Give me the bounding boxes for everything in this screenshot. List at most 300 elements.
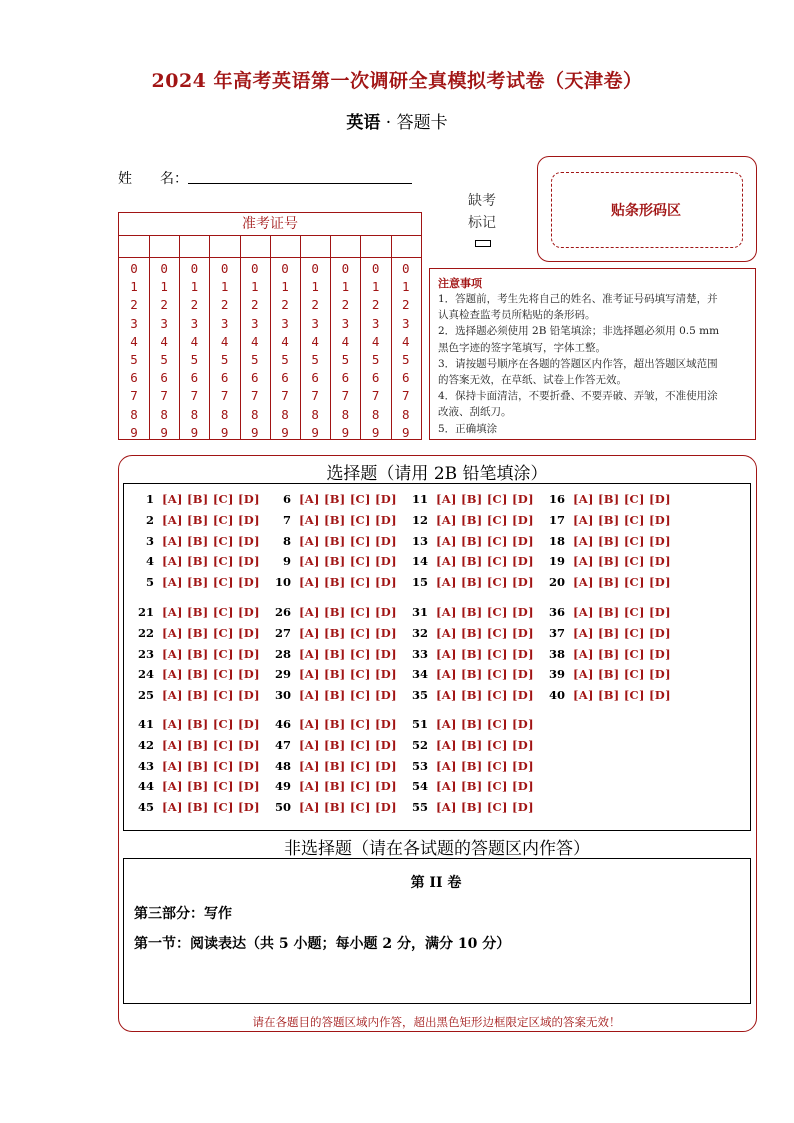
question-number: 9 (282, 554, 291, 569)
choice-question (267, 492, 397, 506)
choice-question (541, 647, 671, 661)
choice-question (541, 534, 671, 548)
exam-id-bubble[interactable]: 7 (160, 388, 168, 404)
exam-id-column (240, 235, 271, 439)
exam-id-bubble[interactable]: 8 (220, 406, 229, 422)
page-subtitle (0, 108, 794, 133)
exam-id-bubble[interactable]: 9 (190, 424, 199, 440)
answer-card-label: · 答题卡 (380, 113, 448, 133)
answer-bubbles[interactable]: [A] [B] [C] [D] (573, 533, 671, 548)
exam-id-bubble[interactable]: 1 (251, 279, 259, 295)
exam-id-bubble[interactable]: 2 (160, 297, 168, 313)
answer-bubbles[interactable]: [A] [B] [C] [D] (162, 717, 260, 731)
exam-id-bubble[interactable]: 3 (130, 315, 138, 331)
exam-id-bubble[interactable]: 9 (281, 424, 289, 440)
exam-id-bubble[interactable]: 2 (402, 297, 410, 313)
exam-id-bubble[interactable]: 5 (160, 352, 168, 367)
exam-id-bubble[interactable]: 3 (371, 315, 380, 331)
exam-id-bubble[interactable]: 7 (190, 388, 199, 404)
exam-id-bubble[interactable]: 3 (220, 315, 229, 331)
answer-bubbles[interactable]: [A] [B] [C] [D] (573, 512, 671, 527)
exam-id-bubble[interactable]: 1 (190, 279, 199, 295)
exam-id-bubble[interactable]: 0 (402, 261, 410, 276)
choice-question (130, 554, 260, 568)
answer-bubbles[interactable]: [A] [B] [C] [D] (299, 492, 397, 506)
notice-title: 注意事项 (438, 277, 482, 290)
answer-bubbles[interactable]: [A] [B] [C] [D] (162, 646, 260, 661)
choice-question (130, 688, 260, 702)
page-title: 2024 年高考英语第一次调研全真模拟考试卷（天津卷） (151, 70, 643, 92)
answer-bubbles[interactable]: [A] [B] [C] [D] (573, 667, 671, 682)
question-number: 44 (137, 779, 154, 794)
answer-bubbles[interactable]: [A] [B] [C] [D] (162, 554, 260, 569)
question-number: 36 (548, 605, 565, 619)
choice-question (267, 513, 397, 527)
exam-id-bubble[interactable]: 9 (251, 424, 259, 440)
exam-id-bubble[interactable]: 4 (220, 333, 229, 349)
exam-id-bubble[interactable]: 6 (190, 370, 199, 386)
exam-id-bubble[interactable]: 7 (341, 388, 350, 404)
section-heading: 第一节：阅读表达（共 5 小题；每小题 2 分，满分 10 分） (134, 936, 511, 952)
exam-id-column (330, 235, 361, 439)
exam-id-bubble[interactable]: 8 (371, 406, 380, 422)
answer-bubbles[interactable]: [A] [B] [C] [D] (162, 533, 260, 548)
exam-id-bubble[interactable]: 0 (251, 261, 259, 276)
exam-id-bubble[interactable]: 3 (160, 315, 168, 331)
multiple-choice-title: 选择题（请用 2B 铅笔填涂） (326, 464, 548, 484)
question-number: 4 (145, 554, 154, 569)
answer-bubbles[interactable]: [A] [B] [C] [D] (299, 758, 397, 773)
notice-line: 3．请按题号顺序在各题的答题区内作答，超出答题区域范围 (438, 357, 718, 370)
exam-id-bubble[interactable]: 0 (220, 261, 229, 276)
notice-box (429, 268, 756, 440)
question-number: 40 (548, 688, 565, 703)
answer-bubbles[interactable]: [A] [B] [C] [D] (436, 575, 534, 590)
exam-id-bubble[interactable]: 6 (311, 370, 319, 386)
exam-id-bubble[interactable]: 3 (341, 315, 350, 331)
answer-bubbles[interactable]: [A] [B] [C] [D] (299, 575, 397, 590)
name-field[interactable] (188, 183, 412, 184)
answer-bubbles[interactable]: [A] [B] [C] [D] (162, 667, 260, 682)
answer-bubbles[interactable]: [A] [B] [C] [D] (162, 800, 260, 815)
exam-id-bubble[interactable]: 4 (281, 333, 289, 349)
exam-id-bubble[interactable]: 0 (341, 261, 350, 276)
choice-question (267, 554, 397, 568)
choice-question (130, 779, 260, 793)
exam-id-bubble[interactable]: 9 (311, 424, 319, 440)
exam-id-column (149, 235, 180, 439)
exam-id-column (361, 235, 392, 439)
exam-id-digit-box[interactable] (361, 235, 391, 258)
question-number: 24 (137, 667, 154, 682)
question-number: 33 (411, 646, 428, 661)
question-number: 38 (548, 646, 565, 661)
notice-line: 的答案无效，在草纸、试卷上作答无效。 (438, 374, 627, 387)
choice-question (404, 779, 534, 793)
exam-id-bubble[interactable]: 4 (130, 333, 138, 349)
name-label: 姓 名： (118, 171, 188, 187)
choice-question (404, 800, 534, 814)
exam-id-bubble[interactable]: 9 (402, 424, 410, 440)
exam-id-bubble[interactable]: 2 (341, 297, 350, 313)
exam-id-bubble[interactable]: 3 (402, 315, 410, 331)
question-number: 48 (274, 758, 291, 773)
answer-bubbles[interactable]: [A] [B] [C] [D] (436, 646, 534, 661)
question-number: 43 (137, 758, 154, 773)
answer-bubbles[interactable]: [A] [B] [C] [D] (162, 688, 260, 703)
answer-bubbles[interactable]: [A] [B] [C] [D] (299, 667, 397, 682)
answer-bubbles[interactable]: [A] [B] [C] [D] (436, 625, 534, 640)
question-number: 19 (548, 554, 565, 569)
absent-mark-checkbox[interactable] (475, 240, 491, 247)
notice-line: 4．保持卡面清洁，不要折叠、不要弄破、弄皱，不准使用涂 (438, 390, 718, 403)
choice-question (130, 667, 260, 681)
question-number: 51 (411, 717, 428, 731)
answer-bubbles[interactable]: [A] [B] [C] [D] (436, 800, 534, 815)
exam-id-bubble[interactable]: 4 (311, 333, 319, 349)
absent-mark-label (462, 190, 502, 234)
exam-id-bubble[interactable]: 9 (220, 424, 229, 440)
question-number: 22 (137, 625, 154, 640)
exam-id-bubble[interactable]: 2 (220, 297, 229, 313)
answer-bubbles[interactable]: [A] [B] [C] [D] (436, 779, 534, 794)
exam-id-bubble[interactable]: 6 (281, 370, 289, 386)
choice-question (267, 534, 397, 548)
choice-question (267, 667, 397, 681)
answer-bubbles[interactable]: [A] [B] [C] [D] (436, 533, 534, 548)
answer-bubbles[interactable]: [A] [B] [C] [D] (299, 646, 397, 661)
question-number: 45 (137, 800, 154, 815)
exam-id-bubble[interactable]: 5 (341, 352, 350, 367)
exam-id-bubble[interactable]: 4 (160, 333, 168, 349)
exam-id-bubble[interactable]: 5 (190, 352, 199, 367)
exam-id-digit-box[interactable] (119, 235, 149, 258)
choice-question (541, 513, 671, 527)
answer-bubbles[interactable]: [A] [B] [C] [D] (573, 492, 671, 506)
multiple-choice-box (123, 483, 751, 831)
choice-question (404, 688, 534, 702)
question-number: 34 (411, 667, 428, 682)
barcode-label: 贴条形码区 (611, 203, 681, 219)
exam-id-bubble[interactable]: 8 (251, 406, 259, 422)
answer-bubbles[interactable]: [A] [B] [C] [D] (299, 717, 397, 731)
answer-bubbles[interactable]: [A] [B] [C] [D] (162, 575, 260, 590)
exam-id-bubble[interactable]: 2 (251, 297, 259, 313)
question-number: 7 (282, 512, 291, 527)
exam-id-digit-box[interactable] (179, 235, 209, 258)
exam-id-bubble[interactable]: 8 (160, 406, 168, 422)
answer-bubbles[interactable]: [A] [B] [C] [D] (162, 758, 260, 773)
exam-id-bubble[interactable]: 1 (281, 279, 289, 295)
exam-id-bubble[interactable]: 8 (190, 406, 199, 422)
question-number: 49 (274, 779, 291, 794)
answer-bubbles[interactable]: [A] [B] [C] [D] (573, 605, 671, 619)
exam-id-digit-box[interactable] (210, 235, 240, 258)
choice-question (267, 605, 397, 619)
choice-question (541, 688, 671, 702)
answer-bubbles[interactable]: [A] [B] [C] [D] (573, 688, 671, 703)
answer-bubbles[interactable]: [A] [B] [C] [D] (436, 605, 534, 619)
choice-question (130, 717, 260, 731)
exam-id-bubble[interactable]: 6 (402, 370, 410, 386)
exam-id-bubble[interactable]: 6 (160, 370, 168, 386)
question-number: 12 (411, 512, 428, 527)
exam-id-header: 准考证号 (119, 213, 421, 236)
exam-id-column (270, 235, 301, 439)
choice-question (541, 492, 671, 506)
choice-question (541, 667, 671, 681)
choice-question (267, 717, 397, 731)
question-number: 32 (411, 625, 428, 640)
exam-id-grid (118, 212, 422, 440)
choice-question (404, 717, 534, 731)
answer-bubbles[interactable]: [A] [B] [C] [D] (573, 646, 671, 661)
question-number: 30 (274, 688, 291, 703)
question-number: 11 (411, 492, 428, 506)
choice-question (267, 575, 397, 589)
exam-id-bubble[interactable]: 3 (281, 315, 289, 331)
question-number: 3 (145, 533, 154, 548)
answer-bubbles[interactable]: [A] [B] [C] [D] (299, 605, 397, 619)
question-number: 50 (274, 800, 291, 815)
exam-id-bubble[interactable]: 7 (371, 388, 380, 404)
exam-id-bubble[interactable]: 4 (371, 333, 380, 349)
exam-id-bubble[interactable]: 5 (371, 352, 380, 367)
exam-id-bubble[interactable]: 1 (341, 279, 350, 295)
exam-id-bubble[interactable]: 5 (130, 352, 138, 367)
question-number: 16 (548, 492, 565, 506)
question-number: 17 (548, 512, 565, 527)
answer-bubbles[interactable]: [A] [B] [C] [D] (573, 554, 671, 569)
exam-id-bubble[interactable]: 7 (402, 388, 410, 404)
answer-bubbles[interactable]: [A] [B] [C] [D] (299, 779, 397, 794)
question-number: 54 (411, 779, 428, 794)
exam-id-bubble[interactable]: 1 (311, 279, 319, 295)
choice-question (130, 647, 260, 661)
choice-question (130, 800, 260, 814)
answer-bubbles[interactable]: [A] [B] [C] [D] (299, 554, 397, 569)
choice-question (541, 626, 671, 640)
exam-id-bubble[interactable]: 9 (130, 424, 138, 440)
question-number: 28 (274, 646, 291, 661)
footer-warning: 请在各题目的答题区域内作答，超出黑色矩形边框限定区域的答案无效！ (252, 1015, 621, 1029)
exam-id-bubble[interactable]: 2 (281, 297, 289, 313)
answer-bubbles[interactable]: [A] [B] [C] [D] (299, 688, 397, 703)
subject-label: 英语 (346, 113, 381, 133)
answer-bubbles[interactable]: [A] [B] [C] [D] (162, 779, 260, 794)
choice-question (404, 534, 534, 548)
exam-id-bubble[interactable]: 9 (341, 424, 350, 440)
choice-question (404, 554, 534, 568)
answer-bubbles[interactable]: [A] [B] [C] [D] (436, 758, 534, 773)
choice-question (267, 688, 397, 702)
choice-question (130, 534, 260, 548)
exam-id-bubble[interactable]: 5 (311, 352, 319, 367)
choice-question (404, 738, 534, 752)
choice-question (404, 605, 534, 619)
part-heading: 第三部分：写作 (134, 906, 232, 922)
exam-id-bubble[interactable]: 0 (190, 261, 199, 276)
exam-id-digit-box[interactable] (149, 235, 179, 258)
choice-question (541, 575, 671, 589)
question-number: 55 (411, 800, 428, 815)
exam-id-bubble[interactable]: 9 (160, 424, 168, 440)
exam-id-bubble[interactable]: 6 (220, 370, 229, 386)
choice-question (130, 605, 260, 619)
question-number: 5 (145, 575, 154, 590)
exam-id-column (179, 235, 210, 439)
question-number: 8 (282, 533, 291, 548)
exam-id-digit-box[interactable] (391, 235, 421, 258)
exam-id-bubble[interactable]: 0 (281, 261, 289, 276)
choice-question (267, 759, 397, 773)
exam-id-bubble[interactable]: 2 (130, 297, 138, 313)
answer-bubbles[interactable]: [A] [B] [C] [D] (436, 512, 534, 527)
choice-question (404, 647, 534, 661)
answer-bubbles[interactable]: [A] [B] [C] [D] (436, 667, 534, 682)
exam-id-bubble[interactable]: 1 (160, 279, 168, 295)
exam-id-bubble[interactable]: 4 (402, 333, 410, 349)
exam-id-bubble[interactable]: 4 (251, 333, 259, 349)
choice-question (404, 575, 534, 589)
question-number: 14 (411, 554, 428, 569)
exam-id-bubble[interactable]: 3 (311, 315, 319, 331)
choice-question (404, 513, 534, 527)
answer-bubbles[interactable]: [A] [B] [C] [D] (162, 492, 260, 506)
exam-id-bubble[interactable]: 5 (281, 352, 289, 367)
choice-question (267, 738, 397, 752)
volume-heading: 第 II 卷 (410, 875, 462, 891)
answer-bubbles[interactable]: [A] [B] [C] [D] (299, 533, 397, 548)
exam-id-bubble[interactable]: 4 (190, 333, 199, 349)
choice-question (404, 667, 534, 681)
answer-bubbles[interactable]: [A] [B] [C] [D] (436, 492, 534, 506)
exam-id-digit-box[interactable] (300, 235, 330, 258)
answer-bubbles[interactable]: [A] [B] [C] [D] (436, 688, 534, 703)
question-number: 2 (145, 512, 154, 527)
answer-bubbles[interactable]: [A] [B] [C] [D] (162, 512, 260, 527)
exam-id-bubble[interactable]: 2 (311, 297, 319, 313)
exam-id-column (300, 235, 331, 439)
exam-id-bubble[interactable]: 8 (311, 406, 319, 422)
notice-line: 2．选择题必须使用 2B 铅笔填涂；非选择题必须用 0.5 mm (438, 325, 720, 338)
exam-id-bubble[interactable]: 7 (220, 388, 229, 404)
question-number: 21 (137, 605, 154, 619)
exam-id-bubble[interactable]: 8 (130, 406, 138, 422)
exam-id-bubble[interactable]: 5 (251, 352, 259, 367)
exam-id-bubble[interactable]: 9 (371, 424, 380, 440)
exam-id-digit-box[interactable] (240, 235, 270, 258)
exam-id-digit-box[interactable] (270, 235, 300, 258)
exam-id-bubble[interactable]: 0 (371, 261, 380, 276)
exam-id-bubble[interactable]: 4 (341, 333, 350, 349)
non-choice-title: 非选择题（请在各试题的答题区内作答） (284, 839, 590, 859)
exam-id-bubble[interactable]: 2 (190, 297, 199, 313)
exam-id-bubble[interactable]: 0 (311, 261, 319, 276)
exam-id-bubble[interactable]: 6 (371, 370, 380, 386)
exam-id-bubble[interactable]: 7 (281, 388, 289, 404)
exam-id-bubble[interactable]: 1 (220, 279, 229, 295)
exam-id-bubble[interactable]: 6 (341, 370, 350, 386)
question-number: 6 (282, 492, 291, 506)
exam-id-bubble[interactable]: 7 (311, 388, 319, 404)
answer-bubbles[interactable]: [A] [B] [C] [D] (436, 717, 534, 731)
answer-bubbles[interactable]: [A] [B] [C] [D] (299, 800, 397, 815)
exam-id-bubble[interactable]: 1 (130, 279, 138, 295)
answer-bubbles[interactable]: [A] [B] [C] [D] (299, 625, 397, 640)
notice-line: 改液、刮纸刀。 (438, 406, 512, 419)
choice-question (130, 759, 260, 773)
answer-bubbles[interactable]: [A] [B] [C] [D] (299, 512, 397, 527)
choice-question (404, 759, 534, 773)
answer-bubbles[interactable]: [A] [B] [C] [D] (436, 737, 534, 752)
exam-id-bubble[interactable]: 0 (130, 261, 138, 276)
exam-id-bubble[interactable]: 7 (130, 388, 138, 404)
absent-mark-line2: 标记 (468, 215, 496, 231)
exam-id-bubble[interactable]: 6 (130, 370, 138, 386)
choice-question (130, 492, 260, 506)
question-number: 10 (274, 575, 291, 590)
exam-id-bubble[interactable]: 3 (190, 315, 199, 331)
exam-id-column (119, 235, 150, 439)
question-number: 31 (411, 605, 428, 619)
exam-id-bubble[interactable]: 1 (402, 279, 410, 295)
exam-id-bubble[interactable]: 7 (251, 388, 259, 404)
choice-question (130, 626, 260, 640)
question-number: 15 (411, 575, 428, 590)
question-number: 39 (548, 667, 565, 682)
choice-question (130, 513, 260, 527)
question-number: 26 (274, 605, 291, 619)
notice-line: 1．答题前，考生先将自己的姓名、准考证号码填写清楚，并 (438, 293, 718, 305)
choice-question (541, 554, 671, 568)
exam-id-bubble[interactable]: 8 (281, 406, 289, 422)
question-number: 53 (411, 758, 428, 773)
answer-bubbles[interactable]: [A] [B] [C] [D] (573, 625, 671, 640)
exam-id-bubble[interactable]: 8 (341, 406, 350, 422)
choice-question (404, 492, 534, 506)
exam-id-bubble[interactable]: 8 (402, 406, 410, 422)
exam-id-bubble[interactable]: 5 (220, 352, 229, 367)
question-number: 29 (274, 667, 291, 682)
choice-question (130, 738, 260, 752)
choice-question (130, 575, 260, 589)
exam-id-bubble[interactable]: 2 (371, 297, 380, 313)
exam-id-column (210, 235, 241, 439)
exam-id-bubble[interactable]: 3 (251, 315, 259, 331)
answer-bubbles[interactable]: [A] [B] [C] [D] (162, 737, 260, 752)
answer-bubbles[interactable]: [A] [B] [C] [D] (436, 554, 534, 569)
exam-id-bubble[interactable]: 0 (160, 261, 168, 276)
exam-id-digit-box[interactable] (330, 235, 360, 258)
exam-id-bubble[interactable]: 6 (251, 370, 259, 386)
exam-id-column (391, 235, 421, 439)
question-number: 35 (411, 688, 428, 703)
question-number: 42 (137, 737, 154, 752)
answer-bubbles[interactable]: [A] [B] [C] [D] (162, 605, 260, 619)
answer-bubbles[interactable]: [A] [B] [C] [D] (299, 737, 397, 752)
exam-id-bubble[interactable]: 1 (371, 279, 380, 295)
notice-line: 认真检查监考员所粘贴的条形码。 (438, 309, 596, 322)
question-number: 1 (145, 492, 154, 506)
question-number: 13 (411, 533, 428, 548)
question-number: 18 (548, 533, 565, 548)
question-number: 52 (411, 737, 428, 752)
exam-id-bubble[interactable]: 5 (402, 352, 410, 367)
choice-question (404, 626, 534, 640)
answer-bubbles[interactable]: [A] [B] [C] [D] (162, 625, 260, 640)
answer-bubbles[interactable]: [A] [B] [C] [D] (573, 575, 671, 590)
